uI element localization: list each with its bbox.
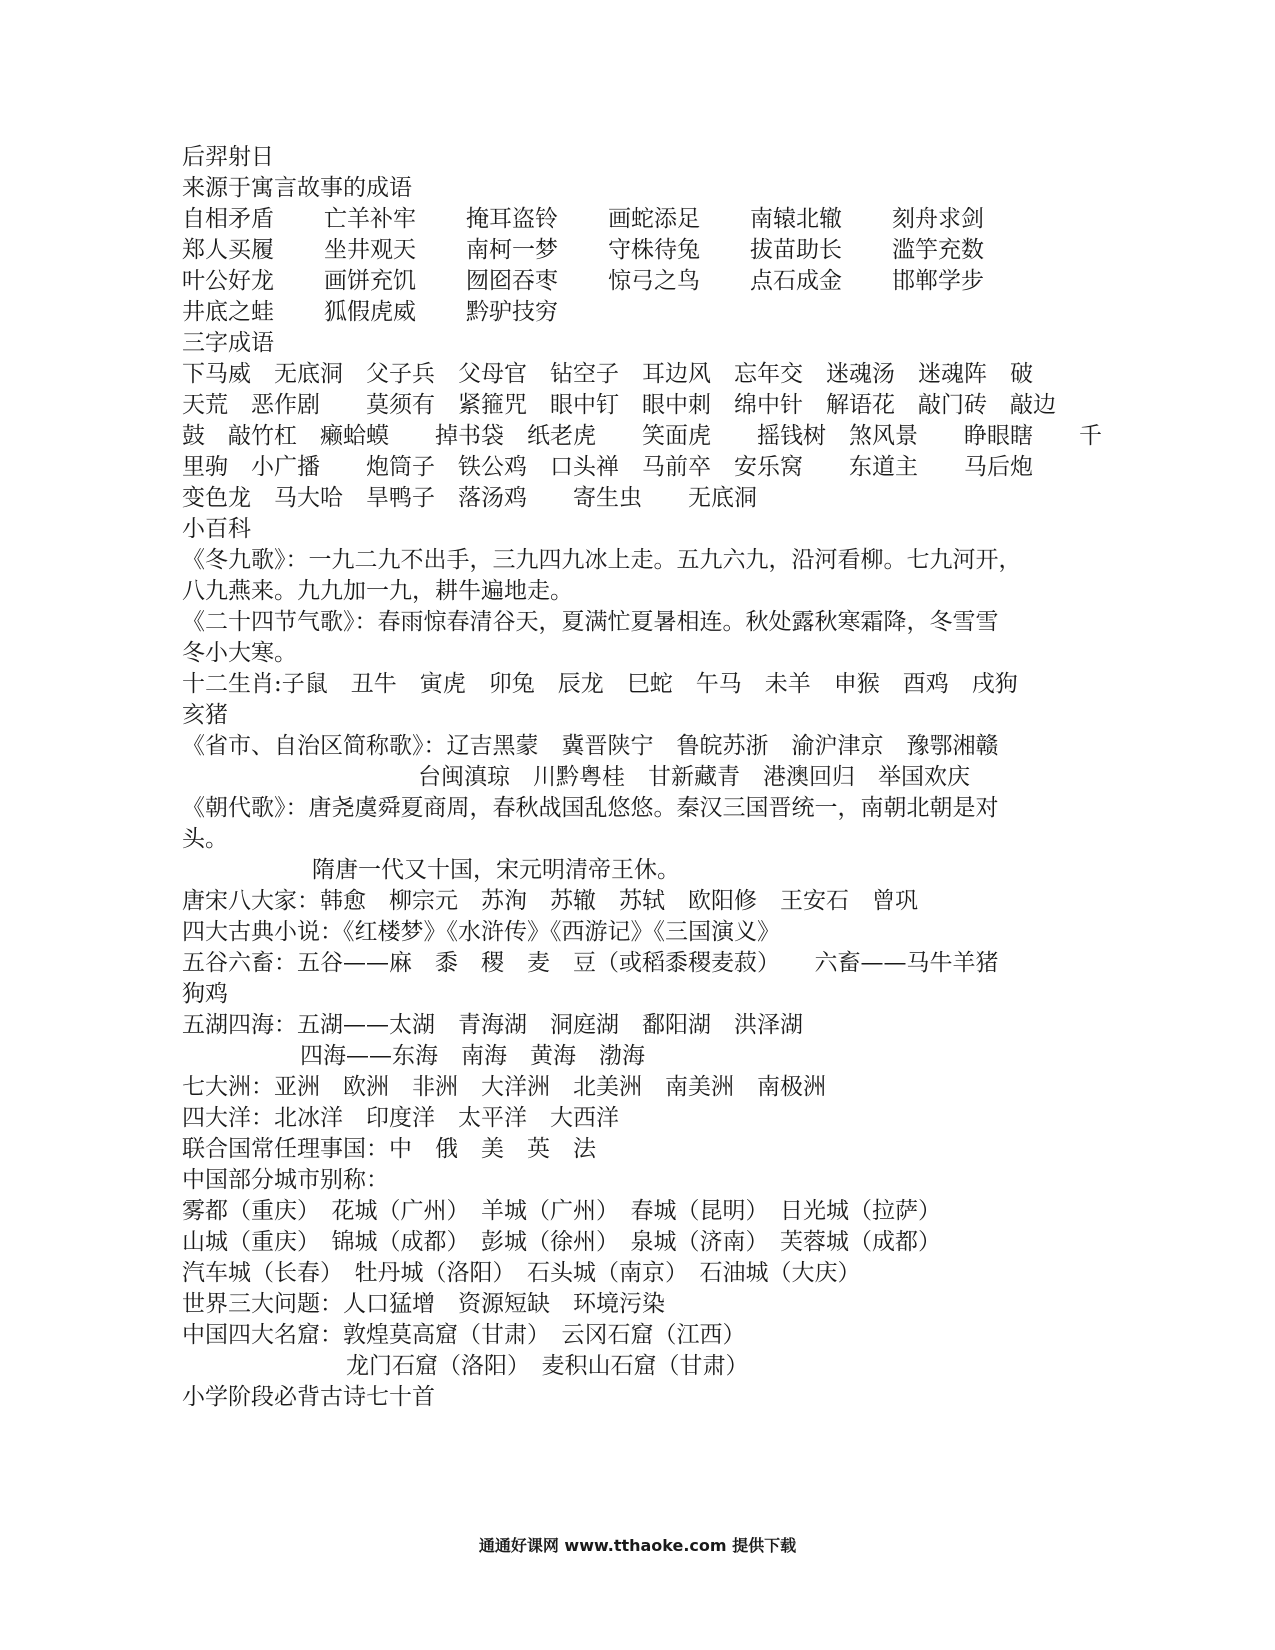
idiom: 自相矛盾: [182, 206, 274, 232]
idiom: 井底之蛙: [182, 299, 274, 325]
dynasty-line-3: 隋唐一代又十国，宋元明清帝王休。: [312, 857, 680, 883]
idiom: 囫囵吞枣: [466, 268, 558, 294]
cities-line-1: 雾都（重庆） 花城（广州） 羊城（广州） 春城（昆明） 日光城（拉萨）: [182, 1198, 941, 1224]
cities-line-2: 山城（重庆） 锦城（成都） 彭城（徐州） 泉城（济南） 芙蓉城（成都）: [182, 1229, 941, 1255]
three-char-line-2: 天荒 恶作剧 莫须有 紧箍咒 眼中钉 眼中刺 绵中针 解语花 敲门砖 敲边: [182, 392, 1056, 418]
zodiac-line-2: 亥猪: [182, 702, 228, 728]
heading-fable-idioms: 来源于寓言故事的成语: [182, 175, 412, 201]
seven-continents: 七大洲：亚洲 欧洲 非洲 大洋洲 北美洲 南美洲 南极洲: [182, 1074, 826, 1100]
cities-line-3: 汽车城（长春） 牡丹城（洛阳） 石头城（南京） 石油城（大庆）: [182, 1260, 861, 1286]
world-problems: 世界三大问题：人口猛增 资源短缺 环境污染: [182, 1291, 665, 1317]
dynasty-line-2: 头。: [182, 826, 228, 852]
grottoes-line-1: 中国四大名窟：敦煌莫高窟（甘肃） 云冈石窟（江西）: [182, 1322, 746, 1348]
three-char-line-5: 变色龙 马大哈 旱鸭子 落汤鸡 寄生虫 无底洞: [182, 485, 757, 511]
idiom: 狐假虎威: [324, 299, 416, 325]
idiom: 郑人买履: [182, 237, 274, 263]
jieqi-line-2: 冬小大寒。: [182, 640, 297, 666]
idiom: 邯郸学步: [892, 268, 984, 294]
grottoes-line-2: 龙门石窟（洛阳） 麦积山石窟（甘肃）: [346, 1353, 749, 1379]
heading-three-char-idioms: 三字成语: [182, 330, 274, 356]
tangsong-eight: 唐宋八大家：韩愈 柳宗元 苏洵 苏辙 苏轼 欧阳修 王安石 曾巩: [182, 888, 918, 914]
five-lakes: 五湖四海：五湖——太湖 青海湖 洞庭湖 鄱阳湖 洪泽湖: [182, 1012, 803, 1038]
three-char-line-3: 鼓 敲竹杠 癞蛤蟆 掉书袋 纸老虎 笑面虎 摇钱树 煞风景 睁眼瞎 千: [182, 423, 1102, 449]
un-security-council: 联合国常任理事国：中 俄 美 英 法: [182, 1136, 596, 1162]
four-classic-novels: 四大古典小说：《红楼梦》《水浒传》《西游记》《三国演义》: [182, 919, 780, 945]
three-char-line-4: 里驹 小广播 炮筒子 铁公鸡 口头禅 马前卒 安乐窝 东道主 马后炮: [182, 454, 1033, 480]
idiom: 黔驴技穷: [466, 299, 558, 325]
dongjiu-line-1: 《冬九歌》：一九二九不出手，三九四九冰上走。五九六九，沿河看柳。七九河开，: [182, 547, 1022, 573]
idiom: 点石成金: [750, 268, 842, 294]
provinces-line-2: 台闽滇琼 川黔粤桂 甘新藏青 港澳回归 举国欢庆: [418, 764, 970, 790]
idiom: 拔苗助长: [750, 237, 842, 263]
four-seas: 四海——东海 南海 黄海 渤海: [300, 1043, 645, 1069]
jieqi-line-1: 《二十四节气歌》：春雨惊春清谷天，夏满忙夏暑相连。秋处露秋寒霜降，冬雪雪: [182, 609, 999, 635]
zodiac-line-1: 十二生肖:子鼠 丑牛 寅虎 卯兔 辰龙 巳蛇 午马 未羊 申猴 酉鸡 戌狗: [182, 671, 1018, 697]
idiom: 画饼充饥: [324, 268, 416, 294]
idiom: 南柯一梦: [466, 237, 558, 263]
idiom: 守株待兔: [608, 237, 700, 263]
heading-city-nicknames: 中国部分城市别称：: [182, 1167, 389, 1193]
idiom: 亡羊补牢: [324, 206, 416, 232]
three-char-line-1: 下马威 无底洞 父子兵 父母官 钻空子 耳边风 忘年交 迷魂汤 迷魂阵 破: [182, 361, 1033, 387]
idiom: 掩耳盗铃: [466, 206, 558, 232]
idiom: 南辕北辙: [750, 206, 842, 232]
idiom: 滥竽充数: [892, 237, 984, 263]
grains-line-1: 五谷六畜：五谷——麻 黍 稷 麦 豆（或稻黍稷麦菽） 六畜——马牛羊猪: [182, 950, 999, 976]
idiom: 画蛇添足: [608, 206, 700, 232]
dynasty-line-1: 《朝代歌》：唐尧虞舜夏商周，春秋战国乱悠悠。秦汉三国晋统一，南朝北朝是对: [182, 795, 999, 821]
dongjiu-line-2: 八九燕来。九九加一九，耕牛遍地走。: [182, 578, 573, 604]
idiom: 刻舟求剑: [892, 206, 984, 232]
provinces-line-1: 《省市、自治区简称歌》：辽吉黑蒙 冀晋陕宁 鲁皖苏浙 渝沪津京 豫鄂湘赣: [182, 733, 999, 759]
page-footer: 通通好课网 www.tthaoke.com 提供下载: [478, 1536, 797, 1555]
heading-poems: 小学阶段必背古诗七十首: [182, 1384, 435, 1410]
heading-houyi: 后羿射日: [182, 144, 274, 170]
idiom: 惊弓之鸟: [608, 268, 700, 294]
heading-encyclopedia: 小百科: [182, 516, 251, 542]
grains-line-2: 狗鸡: [182, 981, 228, 1007]
idiom: 叶公好龙: [182, 268, 274, 294]
idiom: 坐井观天: [324, 237, 416, 263]
four-oceans: 四大洋：北冰洋 印度洋 太平洋 大西洋: [182, 1105, 619, 1131]
